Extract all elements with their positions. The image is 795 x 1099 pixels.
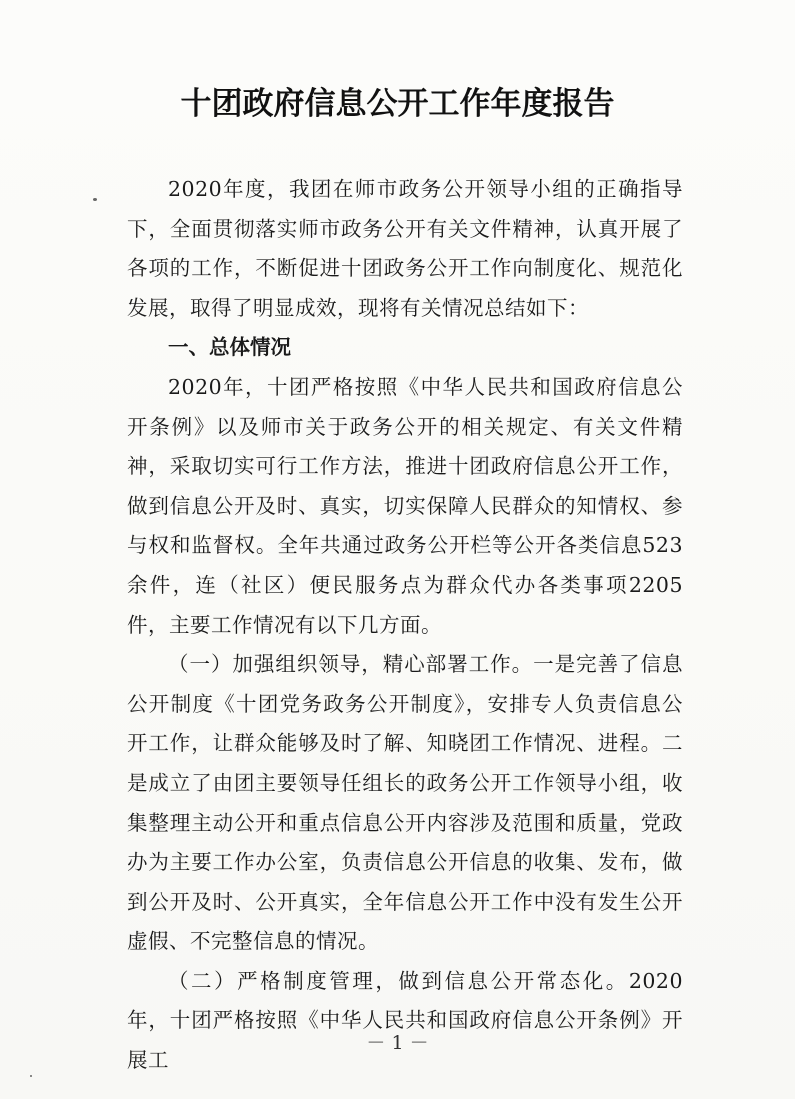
document-title: 十团政府信息公开工作年度报告	[180, 86, 615, 122]
intro-paragraph: 2020年度，我团在师市政务公开领导小组的正确指导下，全面贯彻落实师市政务公开有关文件精神，认真开展了各项的工作，不断促进十团政务公开工作向制度化、规范化发展，取得了明显成效，现将有关情况总结如下：	[127, 177, 683, 320]
page-number: － 1 －	[366, 1032, 429, 1054]
overview-paragraph: 2020年，十团严格按照《中华人民共和国政府信息公开条例》以及师市关于政务公开的相关规定、有关文件精神，采取切实可行工作方法，推进十团政府信息公开工作，做到信息公开及时、真实，切实保障人民群众的知情权、参与权和监督权。全年共通过政务公开栏等公开各类信息523余件，连（社区）便民服务点为群众代办各类事项2205件，主要工作情况有以下几方面。	[127, 374, 683, 637]
scan-speck	[93, 198, 97, 201]
document-body	[127, 170, 683, 1081]
section-heading-overview: 一、总体情况	[168, 335, 291, 360]
subsection-1-paragraph: （一）加强组织领导，精心部署工作。一是完善了信息公开制度《十团党务政务公开制度》，安排专人负责信息公开工作，让群众能够及时了解、知晓团工作情况、进程。二是成立了由团主要领导任组长的政务公开工作领导小组，收集整理主动公开和重点信息公开内容涉及范围和质量，党政办为主要工作办公室，负责信息公开信息的收集、发布，做到公开及时、公开真实，全年信息公开工作中没有发生公开虚假、不完整信息的情况。	[127, 652, 683, 954]
scan-speck	[30, 1075, 32, 1077]
subsection-2-paragraph: （二）严格制度管理，做到信息公开常态化。2020年，十团严格按照《中华人民共和国政府信息公开条例》开展工	[127, 968, 683, 1073]
